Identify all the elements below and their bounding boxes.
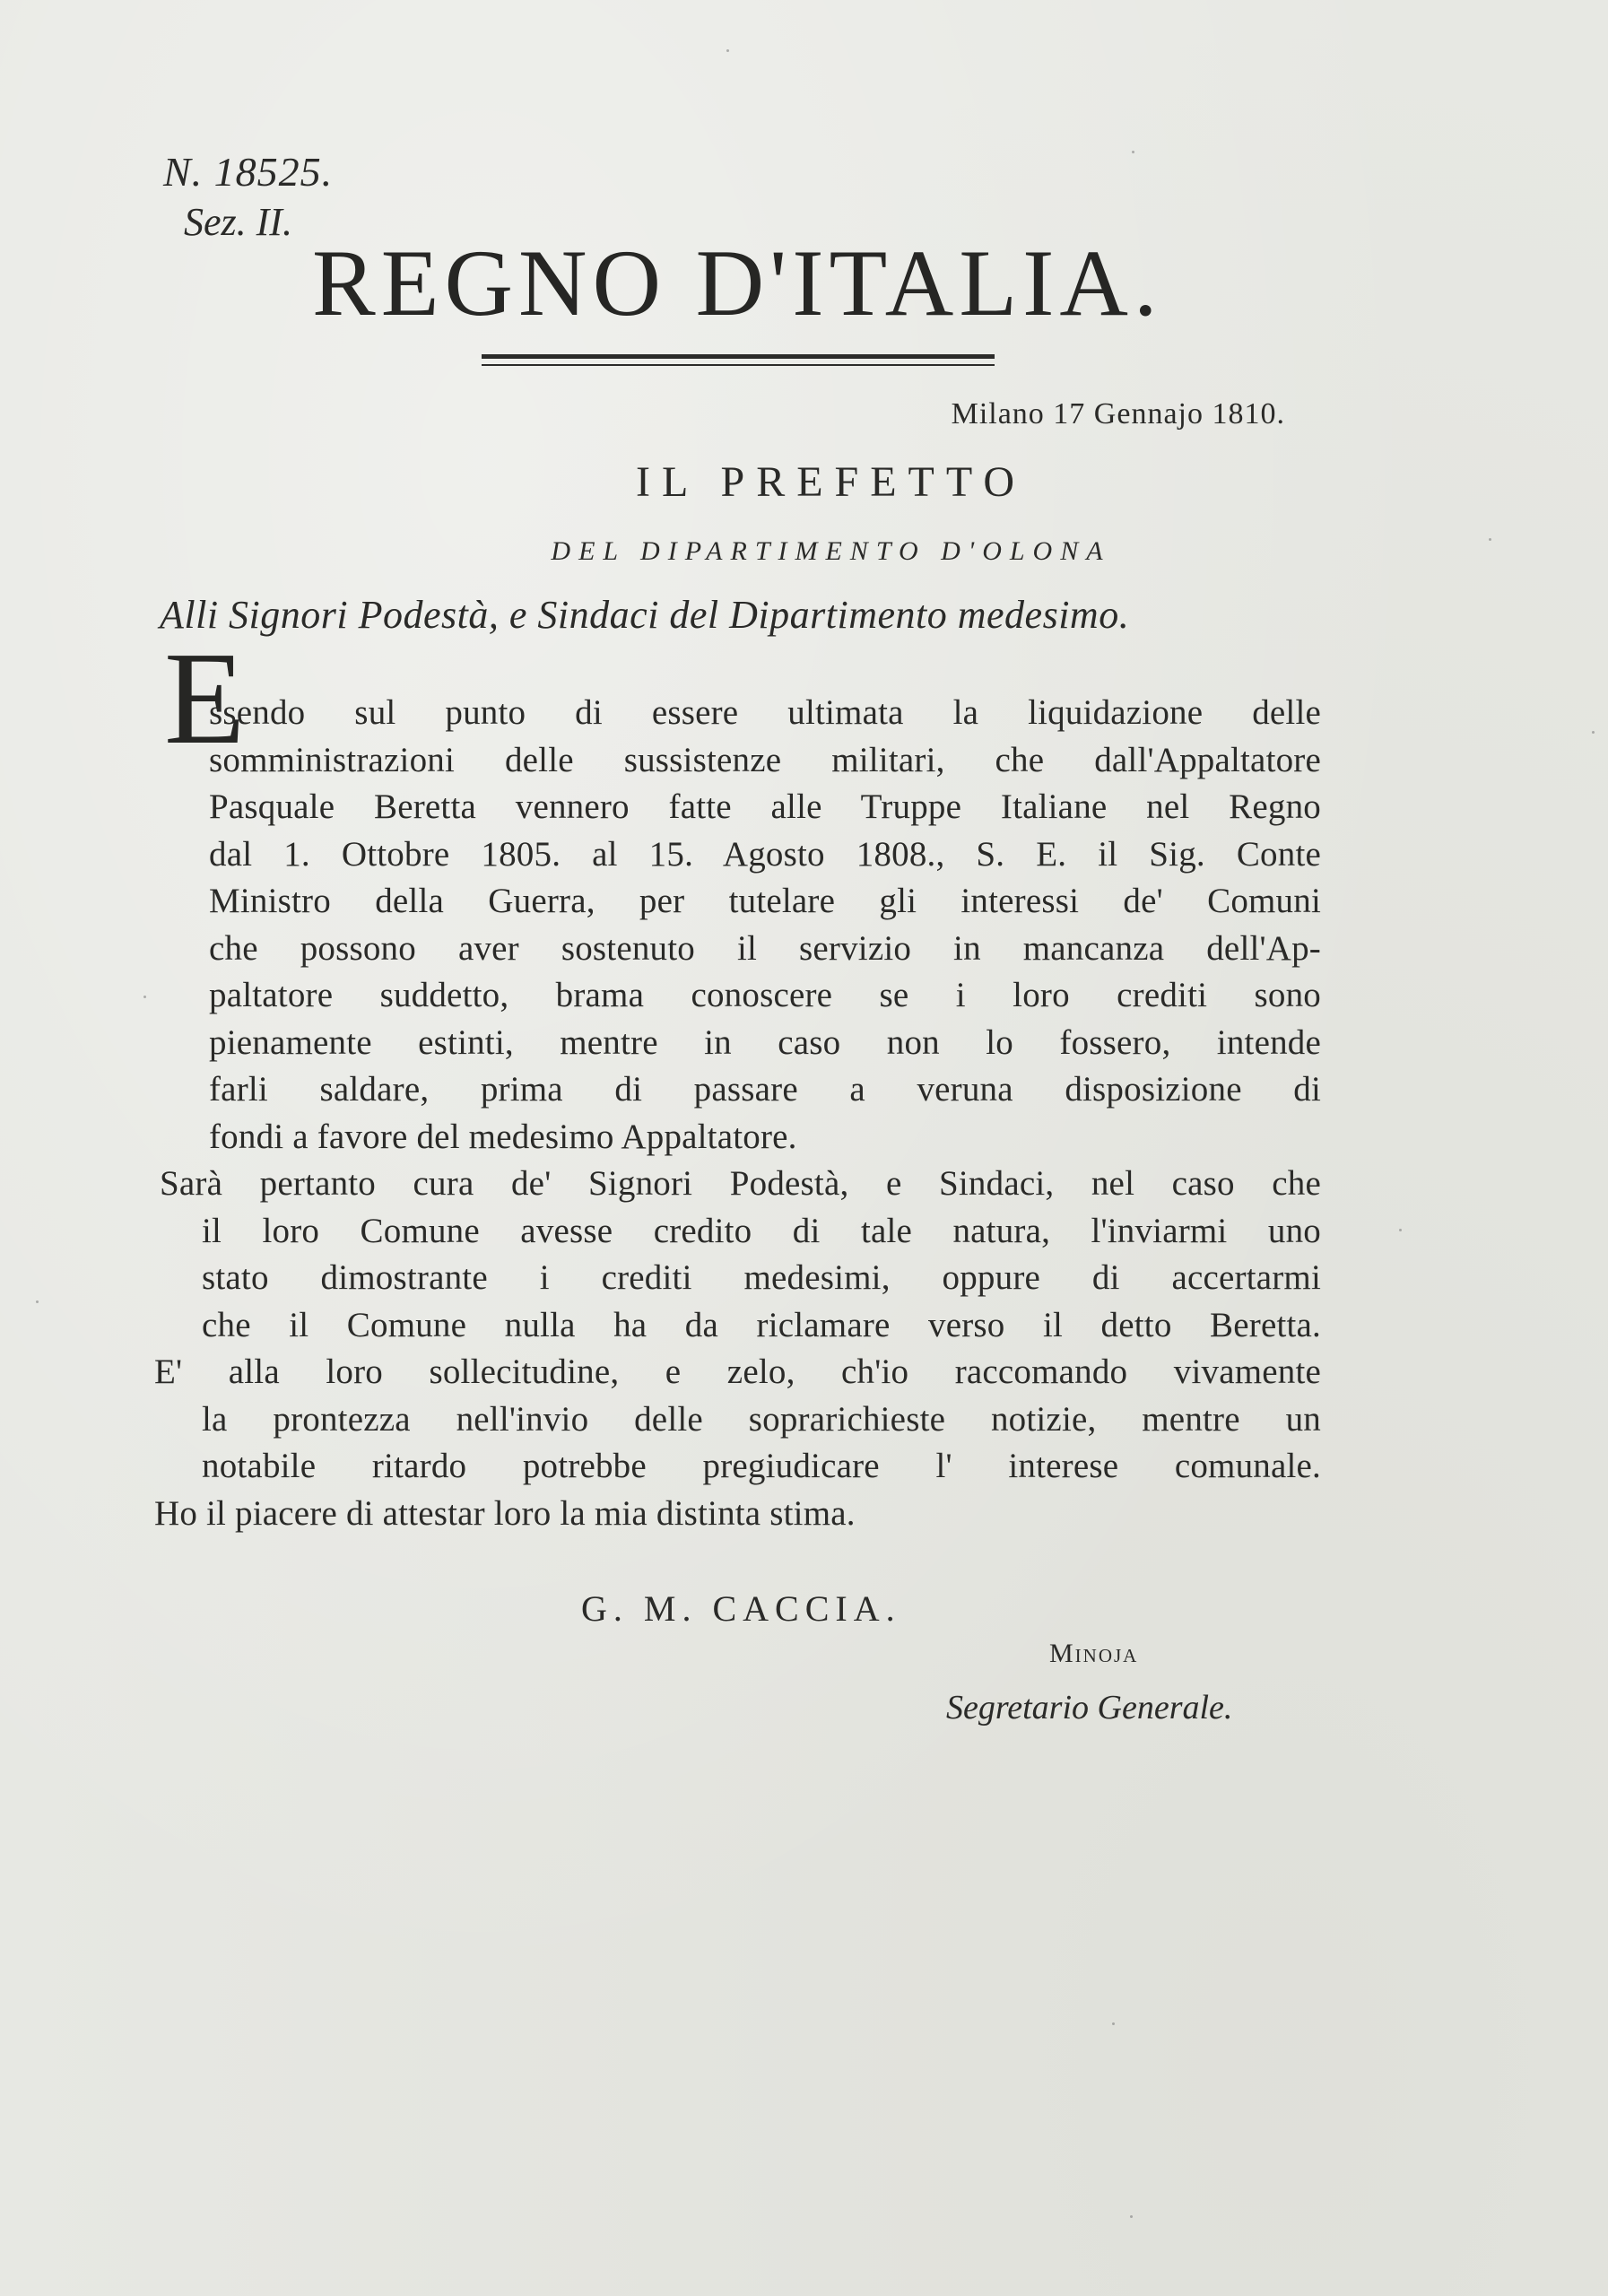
body-line: Ho il piacere di attestar loro la mia distinta stima. xyxy=(154,1494,856,1533)
body-line: stato dimostrante i crediti medesimi, oppure di accertarmi xyxy=(202,1258,1321,1297)
body-line: dal 1. Ottobre 1805. al 15. Agosto 1808., S. E. il Sig. Conte xyxy=(209,835,1321,874)
masthead-title: REGNO D'ITALIA. xyxy=(312,230,1163,335)
secretary-title: Segretario Generale. xyxy=(946,1689,1233,1726)
body-line: Pasquale Beretta vennero fatte alle Truppe Italiane nel Regno xyxy=(209,787,1321,826)
ink-speck xyxy=(1399,1229,1402,1231)
issuing-authority: IL PREFETTO xyxy=(635,458,1026,506)
ink-speck xyxy=(1112,2022,1115,2025)
reference-number: N. 18525. xyxy=(163,149,334,195)
department-name: DEL DIPARTIMENTO D'OLONA xyxy=(551,536,1111,566)
ink-speck xyxy=(1130,2215,1133,2218)
ink-speck xyxy=(143,996,146,998)
drop-cap: E xyxy=(164,625,246,772)
body-line: paltatore suddetto, brama conoscere se i loro crediti sono xyxy=(209,976,1321,1014)
body-line: Ministro della Guerra, per tutelare gli interessi de' Comuni xyxy=(209,882,1321,920)
double-rule-thick xyxy=(482,354,995,359)
place-date: Milano 17 Gennajo 1810. xyxy=(951,397,1285,430)
body-line: E' alla loro sollecitudine, e zelo, ch'io raccomando vivamente xyxy=(154,1352,1321,1391)
ink-speck xyxy=(1132,151,1134,153)
ink-speck xyxy=(726,49,729,52)
body-line: che possono aver sostenuto il servizio in mancanza dell'Ap- xyxy=(209,929,1321,968)
addressees-line: Alli Signori Podestà, e Sindaci del Dipartimento medesimo. xyxy=(160,593,1130,637)
prefect-signature: G. M. CACCIA. xyxy=(581,1588,901,1629)
double-rule-thin xyxy=(482,364,995,366)
body-line: notabile ritardo potrebbe pregiudicare l' interese comunale. xyxy=(202,1447,1321,1485)
secretary-name: Minoja xyxy=(1049,1639,1139,1668)
ink-speck xyxy=(36,1300,39,1303)
body-line: fondi a favore del medesimo Appaltatore. xyxy=(209,1118,797,1156)
body-line: la prontezza nell'invio delle soprarichieste notizie, mentre un xyxy=(202,1400,1321,1439)
section-number: Sez. II. xyxy=(184,200,292,244)
body-line: ssendo sul punto di essere ultimata la liquidazione delle xyxy=(209,693,1321,732)
body-line: farli saldare, prima di passare a veruna disposizione di xyxy=(209,1070,1321,1109)
body-line: Sarà pertanto cura de' Signori Podestà, e Sindaci, nel caso che xyxy=(160,1164,1321,1203)
ink-speck xyxy=(1592,731,1595,734)
body-line: somministrazioni delle sussistenze militari, che dall'Appaltatore xyxy=(209,741,1321,779)
body-line: pienamente estinti, mentre in caso non lo fossero, intende xyxy=(209,1023,1321,1062)
body-line: il loro Comune avesse credito di tale natura, l'inviarmi uno xyxy=(202,1212,1321,1250)
body-line: che il Comune nulla ha da riclamare verso il detto Beretta. xyxy=(202,1306,1321,1344)
